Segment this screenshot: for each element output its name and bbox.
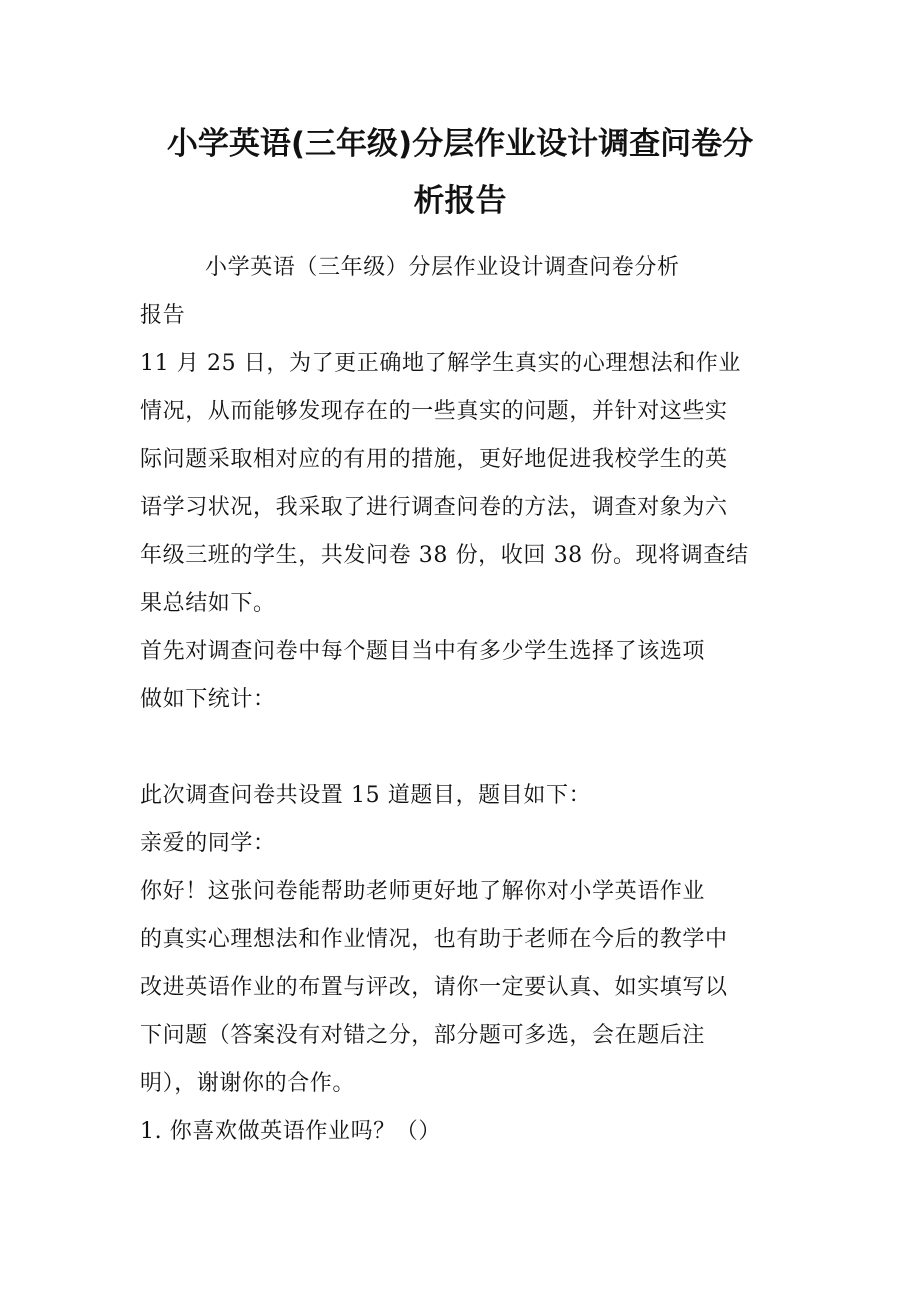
paragraph-line: 年级三班的学生，共发问卷 38 份，收回 38 份。现将调查结	[140, 543, 749, 568]
paragraph-line: 11 月 25 日，为了更正确地了解学生真实的心理想法和作业	[140, 351, 741, 376]
paragraph-line: 你好！这张问卷能帮助老师更好地了解你对小学英语作业	[140, 879, 706, 904]
subtitle-line-1: 小学英语（三年级）分层作业设计调查问卷分析	[205, 255, 680, 280]
greeting-line: 亲爱的同学：	[140, 831, 276, 856]
document-title-line-2: 析报告	[413, 183, 507, 219]
paragraph-line: 际问题采取相对应的有用的措施，更好地促进我校学生的英	[140, 447, 728, 472]
paragraph-line: 情况，从而能够发现存在的一些真实的问题，并针对这些实	[140, 399, 728, 424]
paragraph-line: 的真实心理想法和作业情况，也有助于老师在今后的教学中	[140, 927, 728, 952]
subtitle-line-2: 报告	[140, 303, 186, 328]
paragraph-line: 语学习状况，我采取了进行调查问卷的方法，调查对象为六	[140, 495, 728, 520]
paragraph-line: 果总结如下。	[140, 591, 276, 616]
question-item: 1. 你喜欢做英语作业吗？（）	[140, 1119, 441, 1144]
paragraph-line: 首先对调查问卷中每个题目当中有多少学生选择了该选项	[140, 639, 706, 664]
paragraph-line: 此次调查问卷共设置 15 道题目，题目如下：	[140, 783, 592, 808]
paragraph-line: 明），谢谢你的合作。	[140, 1071, 356, 1096]
document-title-line-1: 小学英语(三年级)分层作业设计调查问卷分	[166, 126, 754, 162]
paragraph-line: 改进英语作业的布置与评改，请你一定要认真、如实填写以	[140, 975, 728, 1000]
paragraph-line: 下问题（答案没有对错之分，部分题可多选，会在题后注	[140, 1023, 706, 1048]
paragraph-line: 做如下统计：	[140, 687, 276, 712]
